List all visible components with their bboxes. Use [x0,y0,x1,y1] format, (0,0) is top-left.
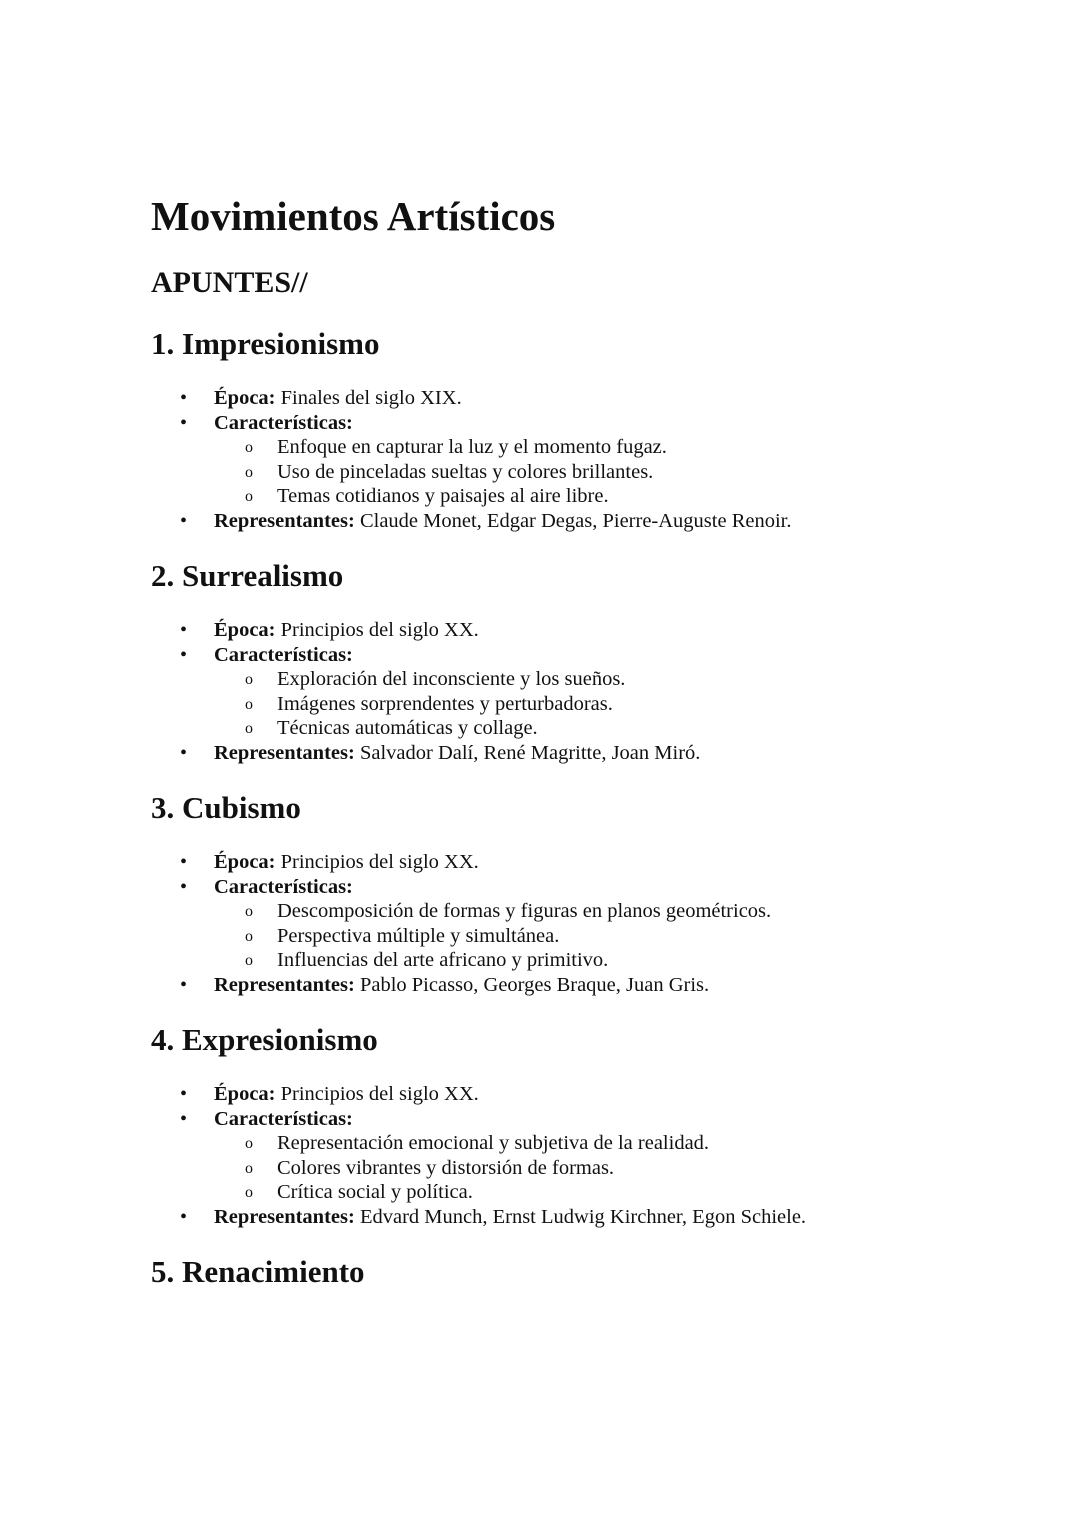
epoca-value: Finales del siglo XIX. [275,387,462,409]
epoca-label: Época: [214,619,276,641]
bullet-icon: • [180,741,188,764]
representantes-label: Representantes: [214,509,355,532]
caracteristica-text: Técnicas automáticas y collage. [277,717,538,739]
list-item-representantes [0,973,1080,998]
list-item-representantes [0,1205,1080,1230]
bullet-icon: • [180,973,188,996]
list-item-caracteristicas [0,875,1080,900]
circle-bullet-icon: o [245,695,253,713]
list-item-epoca [0,618,1080,643]
representantes-value: Edvard Munch, Ernst Ludwig Kirchner, Egon Schiele. [354,1205,807,1228]
caracteristicas-label: Características: [214,1107,353,1130]
caracteristica-text: Representación emocional y subjetiva de la realidad. [277,1132,710,1154]
sub-list-item [0,1180,1080,1205]
circle-bullet-icon: o [245,1159,253,1177]
circle-bullet-icon: o [245,903,253,920]
caracteristica-text: Imágenes sorprendentes y perturbadoras. [277,692,613,715]
sub-list-item [0,692,1080,717]
caracteristica-text: Colores vibrantes y distorsión de formas. [277,1156,615,1179]
bullet-icon: • [180,1083,188,1105]
sub-list-item [0,948,1080,973]
epoca-label: Época: [214,387,276,409]
document-subtitle: APUNTES// [151,266,308,299]
list-item-caracteristicas [0,1107,1080,1132]
bullet-icon: • [180,875,188,898]
sub-list-item [0,899,1080,924]
circle-bullet-icon: o [245,927,253,945]
caracteristicas-label: Características: [214,411,353,434]
sub-list-item [0,460,1080,485]
section-heading: 5. Renacimiento [151,1254,365,1289]
representantes-label: Representantes: [214,1205,355,1228]
bullet-icon: • [180,387,188,409]
section-heading: 2. Surrealismo [151,558,344,593]
circle-bullet-icon: o [245,463,253,481]
caracteristica-text: Influencias del arte africano y primitivo. [277,949,609,971]
epoca-label: Época: [214,851,276,873]
epoca-value: Principios del siglo XX. [275,1083,479,1105]
caracteristica-text: Temas cotidianos y paisajes al aire libre. [277,485,609,507]
caracteristica-text: Exploración del inconsciente y los sueños. [277,668,626,690]
sub-list-item [0,484,1080,509]
bullet-icon: • [180,851,188,873]
caracteristica-text: Crítica social y política. [277,1181,473,1203]
sub-list-item [0,924,1080,949]
sub-list-item [0,667,1080,692]
list-item-caracteristicas [0,643,1080,668]
list-item-epoca [0,386,1080,411]
caracteristica-text: Enfoque en capturar la luz y el momento fugaz. [277,436,667,458]
list-item-representantes [0,741,1080,766]
representantes-label: Representantes: [214,741,355,764]
list-item-epoca [0,850,1080,875]
representantes-value: Claude Monet, Edgar Degas, Pierre-Auguste Renoir. [354,509,792,532]
section-heading: 3. Cubismo [151,790,301,825]
sub-list-item [0,716,1080,741]
bullet-icon: • [180,509,188,532]
circle-bullet-icon: o [245,1184,253,1201]
epoca-label: Época: [214,1083,276,1105]
circle-bullet-icon: o [245,1135,253,1152]
caracteristicas-label: Características: [214,875,353,898]
section-heading: 1. Impresionismo [151,326,380,361]
circle-bullet-icon: o [245,488,253,505]
sub-list-item [0,435,1080,460]
sub-list-item [0,1131,1080,1156]
caracteristica-text: Perspectiva múltiple y simultánea. [277,924,560,947]
caracteristica-text: Descomposición de formas y figuras en planos geométricos. [277,900,772,922]
representantes-value: Salvador Dalí, René Magritte, Joan Miró. [354,741,701,764]
section-heading: 4. Expresionismo [151,1022,378,1057]
bullet-icon: • [180,1107,188,1130]
representantes-value: Pablo Picasso, Georges Braque, Juan Gris. [354,973,710,996]
bullet-icon: • [180,643,188,666]
circle-bullet-icon: o [245,952,253,969]
epoca-value: Principios del siglo XX. [275,619,479,641]
bullet-icon: • [180,411,188,434]
circle-bullet-icon: o [245,439,253,456]
list-item-epoca [0,1082,1080,1107]
caracteristicas-label: Características: [214,643,353,666]
circle-bullet-icon: o [245,671,253,688]
sub-list-item [0,1156,1080,1181]
epoca-value: Principios del siglo XX. [275,851,479,873]
representantes-label: Representantes: [214,973,355,996]
document-title: Movimientos Artísticos [151,193,556,239]
list-item-caracteristicas [0,411,1080,436]
circle-bullet-icon: o [245,720,253,737]
bullet-icon: • [180,619,188,641]
caracteristica-text: Uso de pinceladas sueltas y colores brillantes. [277,460,654,483]
list-item-representantes [0,509,1080,534]
bullet-icon: • [180,1205,188,1228]
